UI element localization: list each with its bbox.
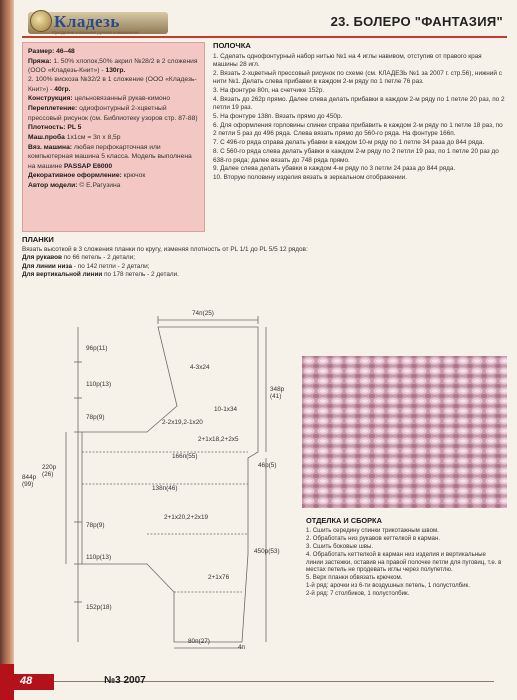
dim-left-7: 110р(13) bbox=[86, 554, 112, 561]
assembly-step: 1. Сшить середину спинки трикотажным швом. bbox=[306, 526, 439, 534]
assembly-step: 2. Обработать низ рукавов кеттелкой в карман. bbox=[306, 534, 441, 542]
dim-left-1: 96р(11) bbox=[86, 345, 108, 352]
header-rule bbox=[22, 36, 507, 38]
logo-subtitle: Рукоделие и вязание ручное и машинное bbox=[52, 30, 139, 35]
planki-row-sleeves: Для рукавов по 66 петель - 2 детали; bbox=[22, 254, 135, 262]
decor-row: Декоративное оформление: крючок bbox=[28, 172, 146, 180]
dim-mid-7: 2+1х20,2+2х19 bbox=[164, 514, 209, 521]
specs-box bbox=[22, 42, 205, 232]
dim-right-1: 348р (41) bbox=[270, 386, 285, 400]
machine-row: Вяз. машина: любая перфокарточная или компьютерная машина 5 класса. Модель выполнена на машине PASSAP E6000 bbox=[28, 143, 192, 170]
magazine-logo bbox=[22, 8, 172, 36]
dim-top: 74п(25) bbox=[192, 310, 214, 317]
author-row: Автор модели: © Е.Рагузина bbox=[28, 182, 121, 190]
page-footer bbox=[0, 670, 517, 700]
planki-section bbox=[22, 236, 382, 279]
assembly-step: 2-й ряд: 7 столбиков, 1 полустолбик. bbox=[306, 590, 410, 598]
dim-left-5: 844р (99) bbox=[22, 474, 37, 488]
page-number: 48 bbox=[20, 675, 33, 687]
dim-mid-5: 166п(55) bbox=[172, 453, 198, 460]
dim-left-8: 152р(18) bbox=[86, 604, 112, 611]
construction-row: Конструкция: цельновязанный рукав-кимоно bbox=[28, 95, 171, 103]
dim-left-4: 220р (26) bbox=[42, 464, 57, 478]
size-row: Размер: 46–48 bbox=[28, 48, 75, 55]
dim-mid-8: 2+1х76 bbox=[208, 574, 230, 581]
yarn-row: Пряжа: 1. 50% хлопок,50% акрил №28/2 в 2 сложения (ООО «Кладезь-Книт») - 130гр. 2. 100% вискоза №32/2 в 1 сложение (ООО «Кладезь-Книт») - 40гр. bbox=[28, 57, 198, 93]
dim-left-3: 78р(9) bbox=[86, 414, 105, 421]
planki-intro: Вязать высоткой в 3 сложения планки по кругу, изменяя плотность от PL 1/1 до PL 5/5 12 рядов: bbox=[22, 246, 308, 254]
polochka-step: 4. Вязать до 262р прямо. Далее слева делать прибавки в каждом 2-м ряду по 1 петле 20 раз, по 2 петли 19 раз. bbox=[213, 95, 505, 112]
dim-mid-4: 2+1х18,2+2х5 bbox=[198, 436, 239, 443]
knit-swatch-photo bbox=[302, 356, 507, 508]
dim-left-6: 78р(9) bbox=[86, 522, 105, 529]
page-header bbox=[22, 8, 507, 40]
dim-bottom: 80п(27) bbox=[188, 638, 210, 645]
page-spine bbox=[0, 0, 14, 700]
dim-mid-1: 4-3х24 bbox=[190, 364, 210, 371]
dim-mid-2: 10-1х34 bbox=[214, 406, 238, 413]
polochka-step: 1. Сделать однофонтурный набор нитью №1 на 4 иглы навивом, отступив от правого края машины 28 игл. bbox=[213, 52, 482, 68]
page-title: 23. БОЛЕРО "ФАНТАЗИЯ" bbox=[330, 14, 503, 29]
polochka-step: 9. Далее слева делать убавки в каждом 4-м ряду по 3 петли 24 раза до 844 ряда. bbox=[213, 165, 456, 173]
polochka-step: 7. С 496-го ряда справа делать убавки в каждом 10-м ряду по 1 петле 34 раза до 844 ряда. bbox=[213, 139, 485, 147]
logo-text: Кладезь bbox=[54, 12, 120, 31]
logo-emblem-icon bbox=[30, 10, 52, 32]
planki-title: ПЛАНКИ bbox=[22, 235, 54, 244]
polochka-step: 2. Вязать 2-хцветный прессовый рисунок по схеме (см. КЛАДЕЗЬ №1 за 2007 г. стр.56), нижний с нити №1. Делать слева прибавки в каждом 2-м ряду по 1 петле 76 раз. bbox=[213, 69, 502, 86]
polochka-step: 6. Для оформления горловины спинки справа прибавить в каждом 2-м ряду по 1 петле 18 раз, по 2 петли 5 раз до 496 ряда. Слева вязать прямо до 560-го ряда. На фонтуре 166п. bbox=[213, 121, 503, 138]
dim-bottom-2: 4п bbox=[238, 644, 246, 651]
polochka-step: 5. На фонтуре 138п. Вязать прямо до 450р. bbox=[213, 113, 343, 121]
assembly-step: 4. Обработать кеттелкой в карман низ изделия и вертикальные линии застежки, оставив на правой полочке петли для пуговиц, т.е. в местах петель не продевать иглы через полупетлю. bbox=[306, 550, 502, 574]
weave-row: Переплетение: одиофонтурный 2-хцветный прессовый рисунок (см. Библиотеку узоров стр. 87-88) bbox=[28, 105, 198, 122]
dim-right-2: 46р(5) bbox=[258, 462, 277, 469]
polochka-title: ПОЛОЧКА bbox=[213, 41, 251, 50]
knit-texture bbox=[302, 356, 507, 508]
planki-row-vertical: Для вертикальной линии по 178 петель - 2 детали. bbox=[22, 270, 179, 278]
polochka-step: 3. На фонтуре 80п, на счетчике 152р. bbox=[213, 87, 325, 95]
assembly-section bbox=[302, 514, 507, 638]
dim-right-3: 450р(53) bbox=[254, 548, 280, 555]
issue-label: №3 2007 bbox=[104, 675, 146, 686]
density-row: Плотность: PL 5 bbox=[28, 124, 82, 132]
pattern-schematic bbox=[22, 302, 312, 662]
planki-row-bottom: Для линии низа - по 142 петли - 2 детали; bbox=[22, 262, 150, 270]
sample-row: Маш.проба 1х1см = 3п х 8,5р bbox=[28, 134, 121, 142]
schematic-drawing bbox=[22, 302, 312, 662]
dim-mid-6: 138п(46) bbox=[152, 485, 178, 492]
dim-mid-3: 2-2х19,2-1х20 bbox=[162, 419, 203, 426]
assembly-title: ОТДЕЛКА И СБОРКА bbox=[306, 516, 382, 525]
polochka-step: 8. С 560-го ряда слева делать убавки в каждом 2-м ряду по 2 петли 19 раз, по 1 петле 20 раз до 638-го ряда; далее вязать до 748 ряда прямо. bbox=[213, 148, 499, 164]
polochka-section bbox=[213, 42, 507, 183]
assembly-step: 1-й ряд: арочки из 6-ти воздушных петель, 1 полустолбик. bbox=[306, 582, 470, 590]
assembly-step: 3. Сшить боковые швы. bbox=[306, 542, 374, 550]
dim-left-2: 110р(13) bbox=[86, 381, 112, 388]
polochka-step: 10. Вторую половину изделия вязать в зеркальном отображении. bbox=[213, 174, 407, 182]
assembly-step: 5. Верх планки обвязать крючком. bbox=[306, 574, 403, 582]
